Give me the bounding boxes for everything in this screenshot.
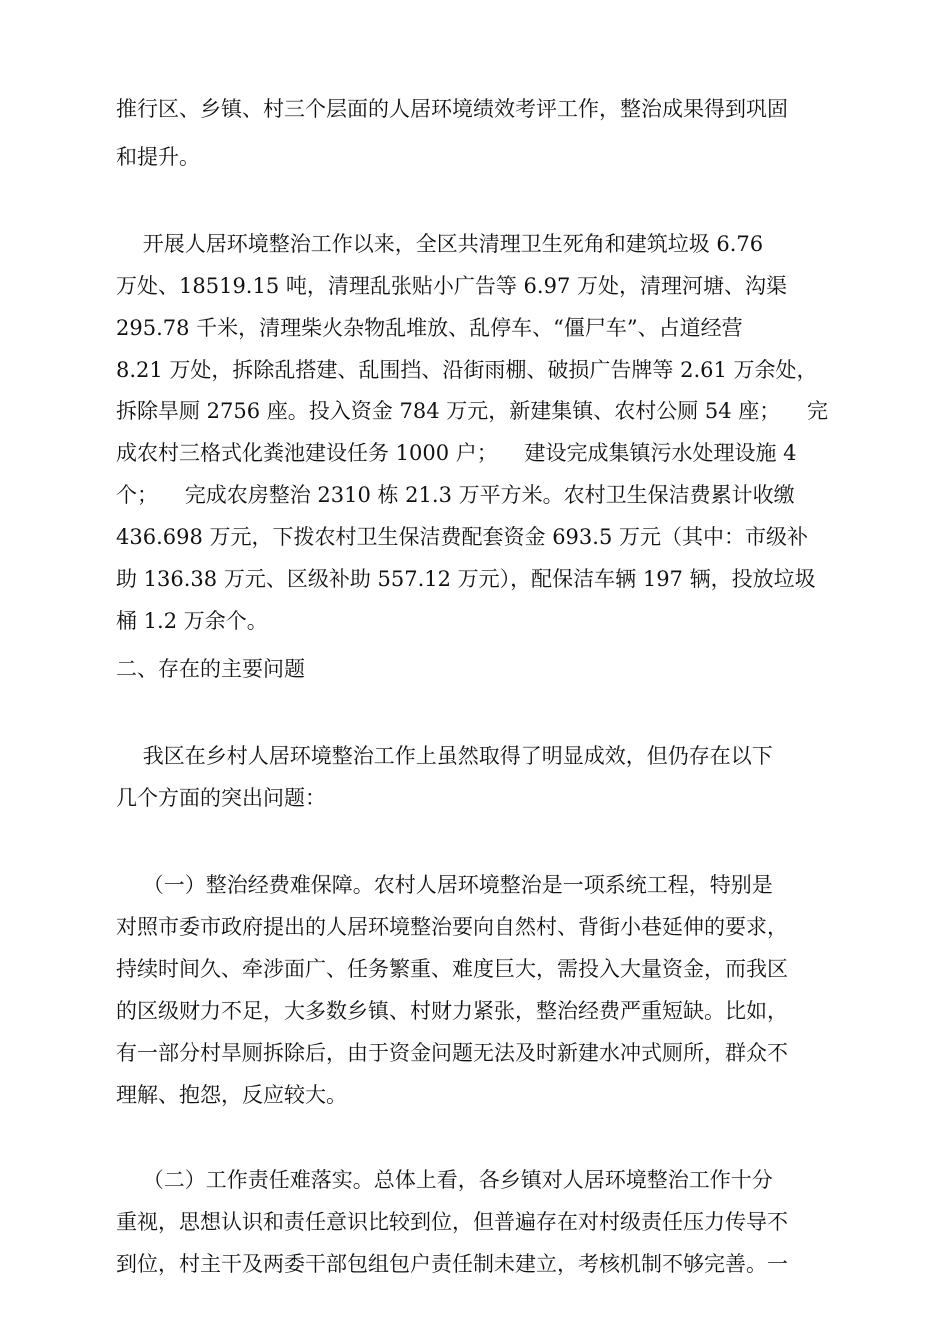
text-line: （一）整治经费难保障。农村人居环境整治是一项系统工程，特别是 [116,873,773,897]
text-line: 开展人居环境整治工作以来，全区共清理卫生死角和建筑垃圾 6.76 [116,232,764,256]
text-line: 理解、抱怨，反应较大。 [116,1083,347,1107]
text-line: 成农村三格式化粪池建设任务 1000 户； 建设完成集镇污水处理设施 4 [116,441,797,465]
text-line: 的区级财力不足，大多数乡镇、村财力紧张，整治经费严重短缺。比如， [116,999,788,1023]
text-line: 重视，思想认识和责任意识比较到位，但普遍存在对村级责任压力传导不 [116,1210,788,1234]
text-line: 我区在乡村人居环境整治工作上虽然取得了明显成效，但仍存在以下 [116,744,773,768]
text-line: 436.698 万元，下拨农村卫生保洁费配套资金 693.5 万元（其中：市级补 [116,525,808,549]
text-line: 几个方面的突出问题： [116,786,326,810]
text-line: 助 136.38 万元、区级补助 557.12 万元），配保洁车辆 197 辆，投放垃圾 [116,567,816,591]
text-line: 到位，村主干及两委干部包组包户责任制未建立，考核机制不够完善。一 [116,1252,788,1276]
text-line: 个； 完成农房整治 2310 栋 21.3 万平方米。农村卫生保洁费累计收缴 [116,483,795,507]
text-line: 推行区、乡镇、村三个层面的人居环境绩效考评工作，整治成果得到巩固 [116,97,788,121]
text-line: （二）工作责任难落实。总体上看，各乡镇对人居环境整治工作十分 [116,1168,773,1192]
text-line: 持续时间久、牵涉面广、任务繁重、难度巨大，需投入大量资金，而我区 [116,957,788,981]
section-heading: 二、存在的主要问题 [116,657,305,681]
text-line: 和提升。 [116,145,200,169]
text-line: 8.21 万处，拆除乱搭建、乱围挡、沿街雨棚、破损广告牌等 2.61 万余处， [116,358,818,382]
text-line: 万处、18519.15 吨，清理乱张贴小广告等 6.97 万处，清理河塘、沟渠 [116,274,787,298]
text-line: 有一部分村旱厕拆除后，由于资金问题无法及时新建水冲式厕所，群众不 [116,1041,788,1065]
text-line: 桶 1.2 万余个。 [116,609,268,633]
text-line: 295.78 千米，清理柴火杂物乱堆放、乱停车、“僵尸车”、占道经营 [116,316,743,340]
text-line: 拆除旱厕 2756 座。投入资金 784 万元，新建集镇、农村公厕 54 座； 完 [116,399,828,423]
text-line: 对照市委市政府提出的人居环境整治要向自然村、背街小巷延伸的要求， [116,915,788,939]
